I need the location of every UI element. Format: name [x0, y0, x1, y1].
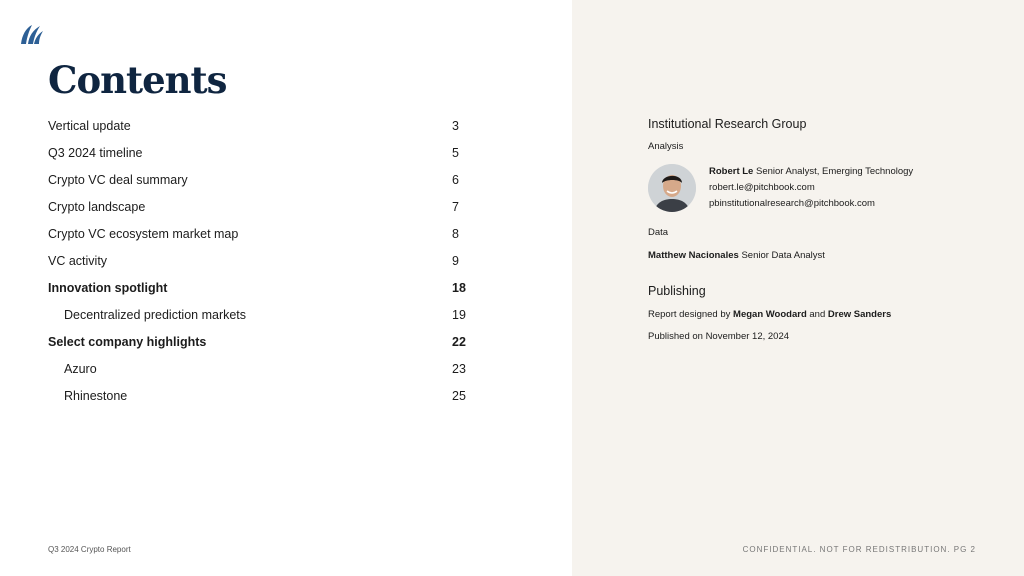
toc-item-label: Vertical update — [48, 119, 131, 133]
toc-item[interactable] — [48, 386, 468, 413]
toc-item-label: Decentralized prediction markets — [64, 308, 247, 322]
analyst-name-line — [709, 166, 913, 177]
toc-item-page: 18 — [452, 281, 466, 295]
toc-item[interactable] — [48, 278, 468, 305]
toc-item-label: Q3 2024 timeline — [48, 146, 143, 160]
toc-item[interactable] — [48, 143, 468, 170]
toc-item[interactable] — [48, 197, 468, 224]
footer-report-name: Q3 2024 Crypto Report — [48, 545, 131, 554]
toc-item[interactable] — [48, 332, 468, 359]
pitchbook-logo-icon — [18, 22, 44, 48]
designer-1: Megan Woodard — [733, 309, 807, 320]
research-group-title: Institutional Research Group — [648, 117, 807, 131]
toc-item-label: Crypto VC deal summary — [48, 173, 188, 187]
data-analyst-name: Matthew Nacionales — [648, 250, 739, 261]
analyst-name: Robert Le — [709, 166, 754, 177]
toc-item-page: 25 — [452, 389, 466, 403]
toc-item-label: Crypto landscape — [48, 200, 146, 214]
toc-item-page: 8 — [452, 227, 459, 241]
analyst-email[interactable]: robert.le@pitchbook.com — [709, 182, 815, 193]
toc-item[interactable] — [48, 224, 468, 251]
designer-2: Drew Sanders — [827, 309, 892, 320]
designed-and: and — [809, 309, 826, 320]
analyst-avatar — [648, 164, 696, 212]
toc-item-page: 7 — [452, 200, 459, 214]
publishing-title: Publishing — [648, 284, 706, 298]
toc-item-page: 23 — [452, 362, 466, 376]
page-title: Contents — [48, 58, 227, 102]
toc-item-label: Select company highlights — [48, 335, 207, 349]
toc-item-page: 22 — [452, 335, 466, 349]
toc-item-label: Rhinestone — [64, 389, 128, 403]
toc-item[interactable] — [48, 359, 468, 386]
analysis-label: Analysis — [648, 141, 684, 152]
data-label: Data — [648, 227, 669, 238]
toc-item[interactable] — [48, 305, 468, 332]
data-analyst-role: Senior Data Analyst — [741, 250, 825, 261]
published-date: Published on November 12, 2024 — [648, 331, 790, 342]
toc-item[interactable] — [48, 251, 468, 278]
toc-item-label: VC activity — [48, 254, 108, 268]
toc-item-page: 19 — [452, 308, 466, 322]
data-analyst-line — [648, 250, 825, 261]
footer-confidential: CONFIDENTIAL. NOT FOR REDISTRIBUTION. PG 2 — [742, 545, 976, 554]
designed-by-line — [648, 309, 891, 320]
analyst-role: Senior Analyst, Emerging Technology — [755, 166, 914, 177]
toc-item-label: Azuro — [64, 362, 97, 376]
toc-item-page: 6 — [452, 173, 459, 187]
research-email[interactable]: pbinstitutionalresearch@pitchbook.com — [709, 198, 875, 209]
toc-item-label: Crypto VC ecosystem market map — [48, 227, 239, 241]
toc-item[interactable] — [48, 170, 468, 197]
right-panel — [572, 0, 1024, 576]
toc-item-page: 9 — [452, 254, 459, 268]
table-of-contents — [48, 116, 468, 413]
toc-item-label: Innovation spotlight — [48, 281, 168, 295]
toc-item[interactable] — [48, 116, 468, 143]
toc-item-page: 5 — [452, 146, 459, 160]
designed-prefix: Report designed by — [648, 309, 731, 320]
toc-item-page: 3 — [452, 119, 459, 133]
